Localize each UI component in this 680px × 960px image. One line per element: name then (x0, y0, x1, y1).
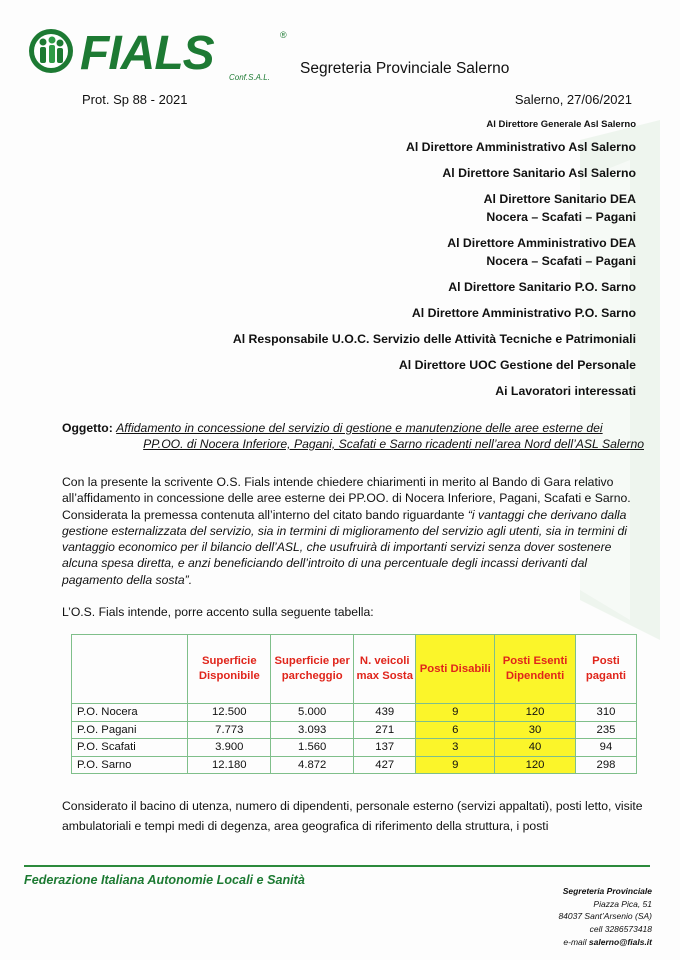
table-cell: 120 (495, 704, 576, 722)
table-cell: 6 (416, 721, 495, 739)
body-quote: “i vantaggi che derivano dalla gestione esternalizzata del servizio, sia in termini di miglioramento del servizio agli utenti, sia in termini di vantaggio economico per il bilancio dell’ASL, che usufruirà di importanti servizi senza dover sostenere alcuna spesa diretta, e anzi beneficiando dell’introito di una percentuale degli incassi derivanti dal pagamento della sosta”. (62, 507, 627, 587)
table-cell: P.O. Pagani (72, 721, 188, 739)
logo-registered-mark: ® (280, 30, 287, 40)
column-header (72, 635, 188, 704)
table-cell: 3.900 (188, 739, 271, 757)
body-text: Con la presente la scrivente O.S. Fials intende chiedere chiarimenti in merito al Bando di Gara relativo all’affidamento in concessione delle aree esterne dei PP.OO. di Nocera Inferiore, Pagani, Scafati e Sarno. Considerata la premessa contenuta all’interno del citato bando riguardante (62, 475, 631, 522)
table-cell: 40 (495, 739, 576, 757)
recipient: Al Direttore UOC Gestione del Personale (398, 358, 636, 372)
table-cell: P.O. Scafati (72, 739, 188, 757)
table-row (72, 756, 637, 774)
federation-name: Federazione Italiana Autonomie Locali e Sanità (24, 873, 305, 887)
table-row (72, 704, 637, 722)
body-paragraph (62, 474, 644, 588)
table-cell: 94 (575, 739, 636, 757)
recipients-list (233, 118, 636, 408)
fials-logo (24, 22, 292, 84)
office-title: Segreteria Provinciale Salerno (300, 60, 510, 77)
table-cell: 3.093 (271, 721, 354, 739)
recipient: Al Direttore Sanitario P.O. Sarno (448, 280, 636, 294)
column-header: Superficie per parcheggio (271, 635, 354, 704)
recipient: Al Direttore Sanitario Asl Salerno (442, 166, 636, 180)
column-header: Posti paganti (575, 635, 636, 704)
table-cell: P.O. Sarno (72, 756, 188, 774)
table-cell: 137 (354, 739, 416, 757)
subject-label: Oggetto: (62, 421, 113, 435)
recipient: Al Direttore Amministrativo P.O. Sarno (411, 306, 636, 320)
column-header: Superficie Disponibile (188, 635, 271, 704)
table-cell: 9 (416, 756, 495, 774)
recipient: Al Direttore Sanitario DEA (483, 192, 636, 206)
logo-wordmark: FIALS (80, 27, 214, 80)
table-cell: 235 (575, 721, 636, 739)
table-cell: 4.872 (271, 756, 354, 774)
footer-office: Segreteria Provinciale (562, 886, 652, 896)
subject-block (62, 420, 644, 452)
subject-line-1: Affidamento in concessione del servizio di gestione e manutenzione delle aree esterne dei (116, 421, 603, 435)
table-cell: 9 (416, 704, 495, 722)
table-cell: 298 (575, 756, 636, 774)
table-cell: 271 (354, 721, 416, 739)
table-cell: 5.000 (271, 704, 354, 722)
table-cell: 12.180 (188, 756, 271, 774)
footer-address: Piazza Pica, 51 (593, 898, 652, 909)
table-cell: 439 (354, 704, 416, 722)
recipient: Al Direttore Generale Asl Salerno (486, 119, 636, 130)
protocol-number: Prot. Sp 88 - 2021 (82, 92, 188, 107)
logo-subtitle: Conf.S.A.L. (229, 73, 270, 82)
table-header-row (72, 635, 637, 704)
footer-contacts (558, 885, 652, 949)
subject-line-2: PP.OO. di Nocera Inferiore, Pagani, Scafati e Sarno ricadenti nell’area Nord dell’ASL Salerno (143, 437, 644, 451)
recipient: Ai Lavoratori interessati (495, 384, 636, 398)
footer-email-line (558, 936, 652, 949)
recipient: Nocera – Scafati – Pagani (486, 254, 636, 268)
recipient: Al Direttore Amministrativo Asl Salerno (405, 140, 636, 154)
closing-paragraph: Considerato il bacino di utenza, numero di dipendenti, personale esterno (servizi appaltati), posti letto, visite ambulatoriali e tempi medi di degenza, area geografica di riferimento della struttura, i posti (62, 799, 643, 833)
table-row (72, 721, 637, 739)
table-cell: 3 (416, 739, 495, 757)
table-cell: 310 (575, 704, 636, 722)
table-cell: 1.560 (271, 739, 354, 757)
table-cell: 30 (495, 721, 576, 739)
footer-email-label: e-mail (563, 936, 589, 947)
recipient: Al Responsabile U.O.C. Servizio delle Attività Tecniche e Patrimoniali (232, 332, 636, 346)
column-header: N. veicoli max Sosta (354, 635, 416, 704)
table-cell: 7.773 (188, 721, 271, 739)
parking-table (71, 634, 637, 774)
table-row (72, 739, 637, 757)
footer-cell: cell 3286573418 (589, 924, 652, 935)
table-cell: P.O. Nocera (72, 704, 188, 722)
table-cell: 120 (495, 756, 576, 774)
footer-city: 84037 Sant’Arsenio (SA) (558, 911, 652, 922)
footer-email[interactable]: salerno@fials.it (588, 936, 652, 947)
recipient: Al Direttore Amministrativo DEA (447, 236, 636, 250)
table-intro: L’O.S. Fials intende, porre accento sulla seguente tabella: (62, 605, 374, 619)
table-cell: 12.500 (188, 704, 271, 722)
table-cell: 427 (354, 756, 416, 774)
column-header: Posti Disabili (416, 635, 495, 704)
recipient: Nocera – Scafati – Pagani (486, 210, 636, 224)
column-header: Posti Esenti Dipendenti (495, 635, 576, 704)
footer-divider (24, 865, 650, 867)
letter-date: Salerno, 27/06/2021 (514, 92, 632, 107)
